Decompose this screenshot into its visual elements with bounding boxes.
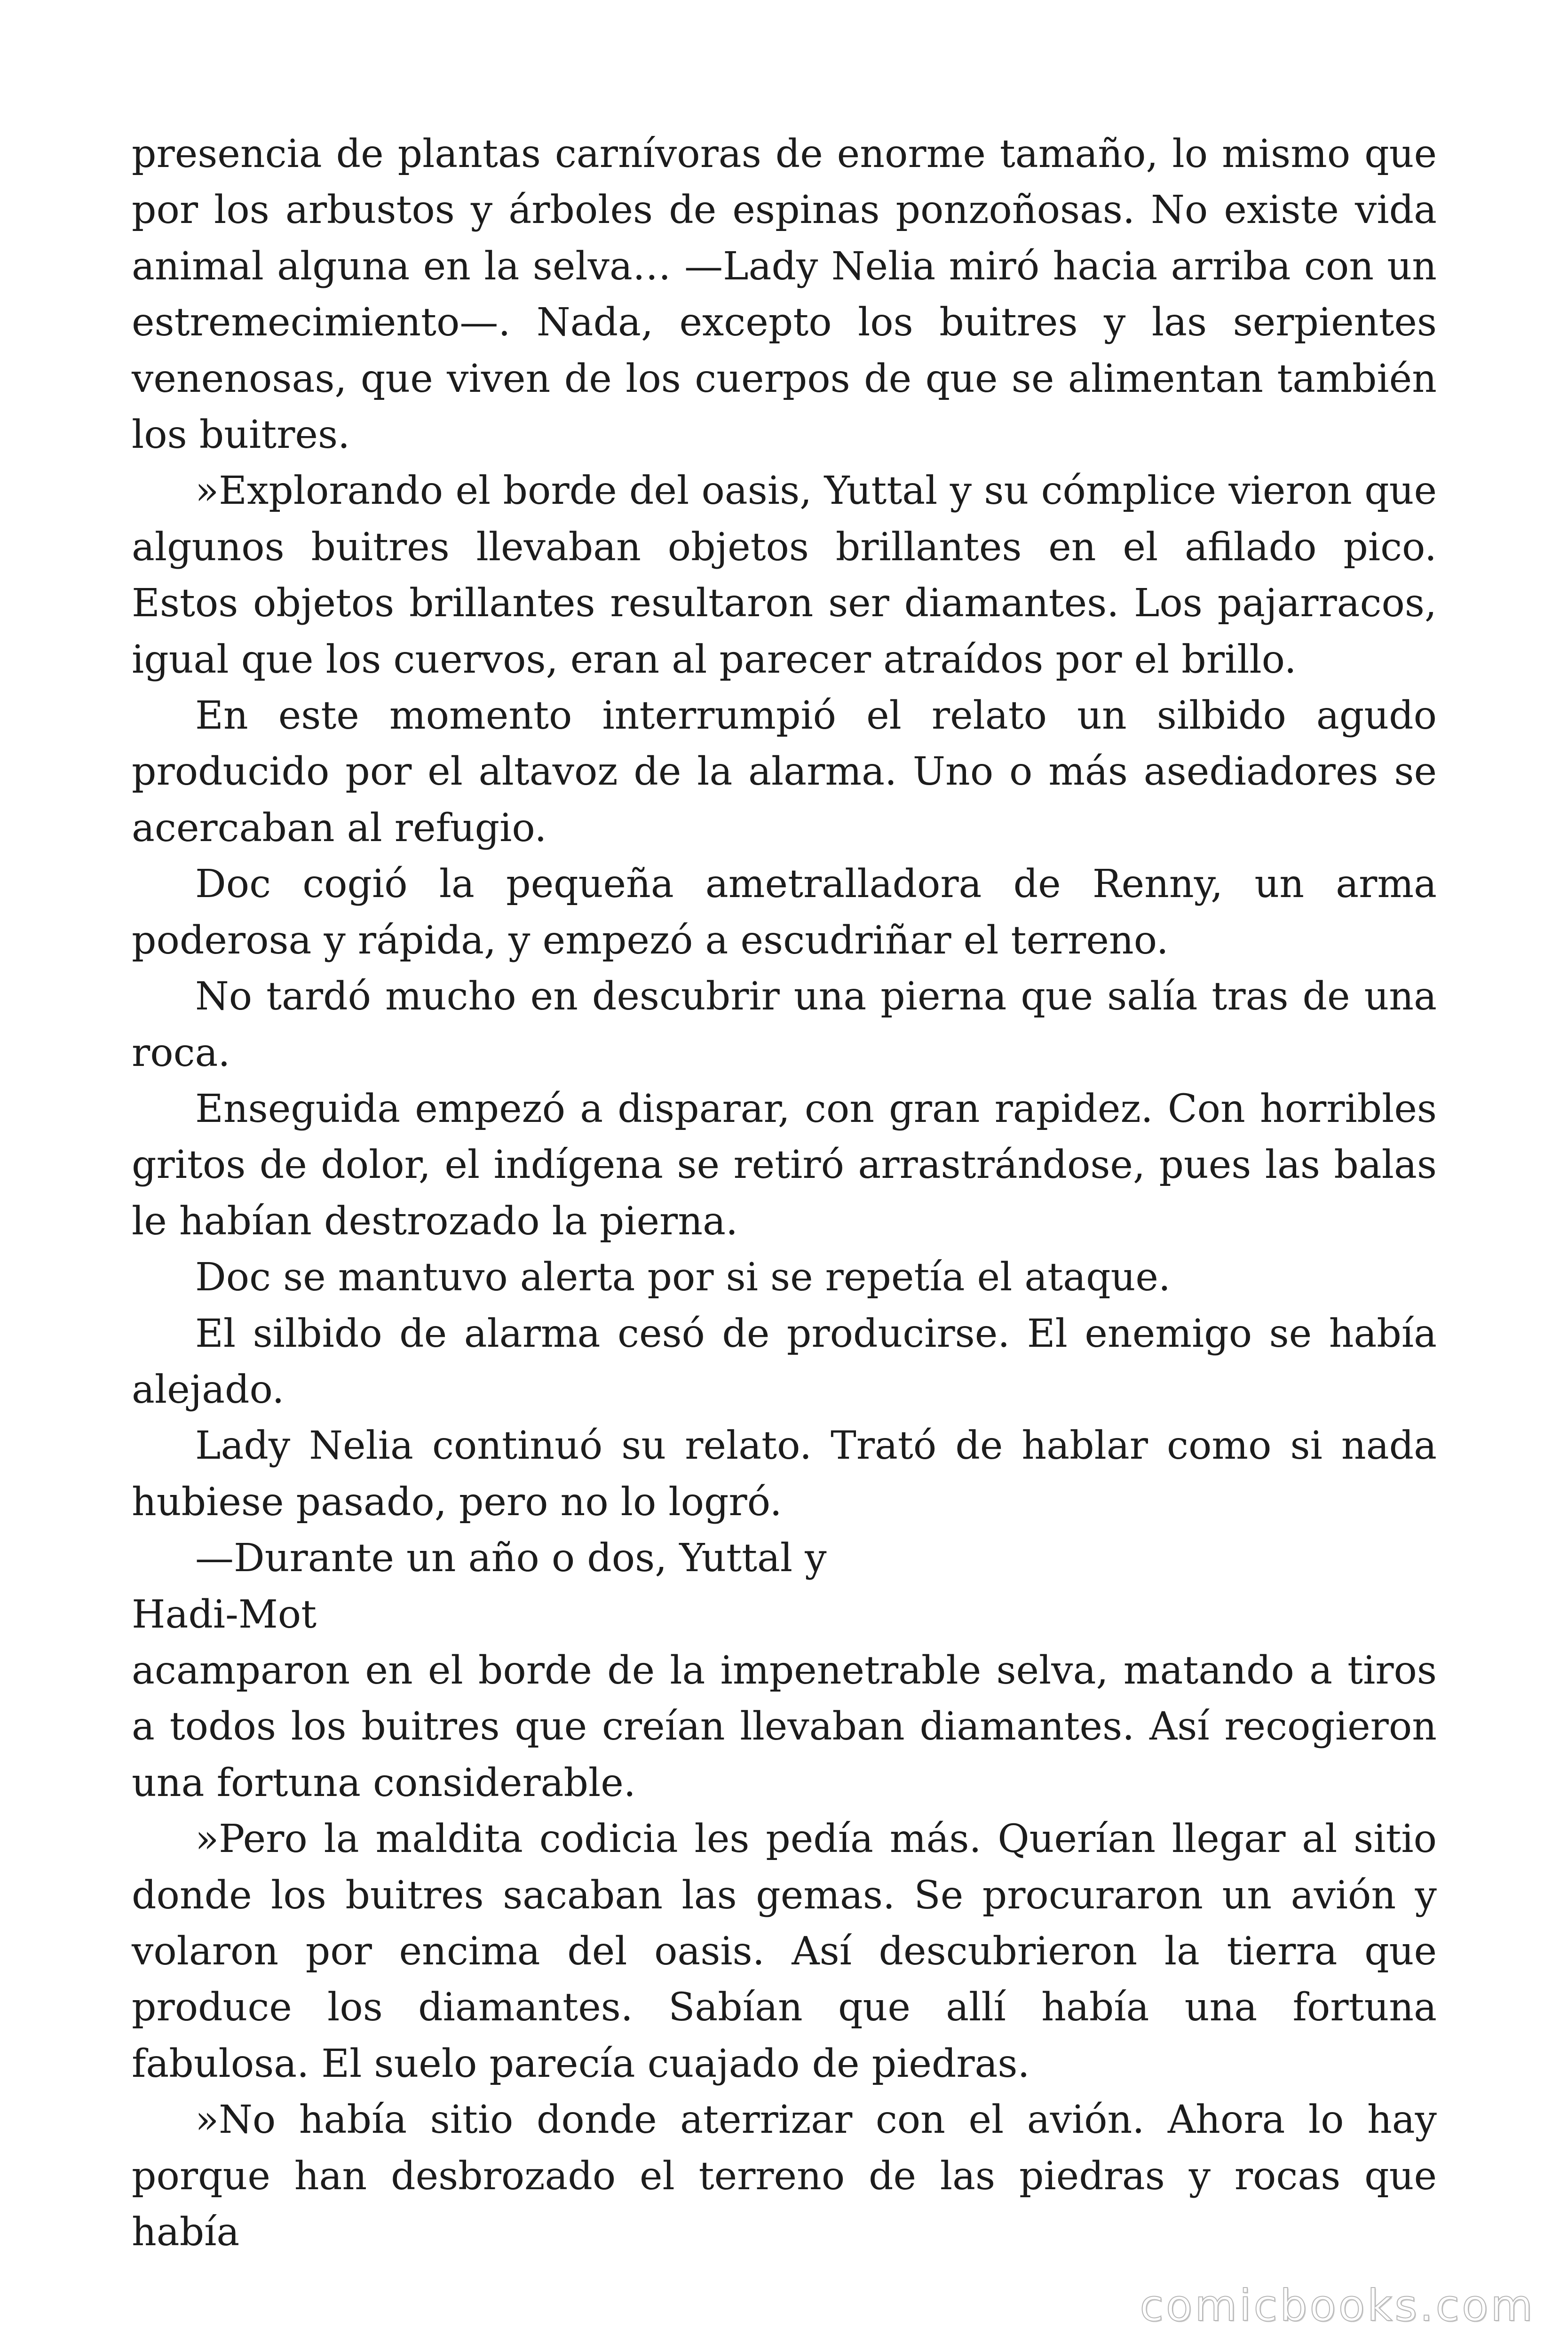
watermark: comicbooks.com xyxy=(1140,2280,1535,2331)
paragraph-3: En este momento interrumpió el relato un silbido agudo producido por el altavoz de la alarma. Uno o más asediadores se acercaban al refugio. xyxy=(132,693,1437,850)
paragraph-7: Doc se mantuvo alerta por si se repetía el ataque. xyxy=(195,1255,1171,1300)
paragraph-12: acamparon en el borde de la impenetrable selva, matando a tiros a todos los buitres que creían llevaban diamantes. Así recogieron una fortuna considerable. xyxy=(132,1648,1437,1805)
paragraph-9: Lady Nelia continuó su relato. Trató de hablar como si nada hubiese pasado, pero no lo logró. xyxy=(132,1423,1437,1525)
paragraph-11: Hadi-Mot xyxy=(132,1592,317,1637)
paragraph-10: —Durante un año o dos, Yuttal y xyxy=(195,1536,827,1581)
paragraph-5: No tardó mucho en descubrir una pierna que salía tras de una roca. xyxy=(132,974,1437,1075)
paragraph-1: presencia de plantas carnívoras de enorme tamaño, lo mismo que por los arbustos y árboles de espinas ponzoñosas. No existe vida animal alguna en la selva… —Lady Nelia miró hacia arriba con un estremecimiento—. Nada, excepto los buitres y las serpientes venenosas, que viven de los cuerpos de que se alimentan también los buitres. xyxy=(132,132,1437,458)
paragraph-2: »Explorando el borde del oasis, Yuttal y su cómplice vieron que algunos buitres llevaban objetos brillantes en el afilado pico. Estos objetos brillantes resultaron ser diamantes. Los pajarracos, igual que los cuervos, eran al parecer atraídos por el brillo. xyxy=(132,469,1437,682)
paragraph-6: Enseguida empezó a disparar, con gran rapidez. Con horribles gritos de dolor, el indígena se retiró arrastrándose, pues las balas le habían destrozado la pierna. xyxy=(132,1086,1437,1244)
paragraph-4: Doc cogió la pequeña ametralladora de Renny, un arma poderosa y rápida, y empezó a escudriñar el terreno. xyxy=(132,862,1437,963)
page-text xyxy=(132,126,1437,2260)
paragraph-8: El silbido de alarma cesó de producirse. El enemigo se había alejado. xyxy=(132,1311,1437,1412)
paragraph-14: »No había sitio donde aterrizar con el avión. Ahora lo hay porque han desbrozado el terreno de las piedras y rocas que había xyxy=(132,2098,1437,2255)
paragraph-13: »Pero la maldita codicia les pedía más. Querían llegar al sitio donde los buitres sacaban las gemas. Se procuraron un avión y volaron por encima del oasis. Así descubrieron la tierra que produce los diamantes. Sabían que allí había una fortuna fabulosa. El suelo parecía cuajado de piedras. xyxy=(132,1817,1437,2086)
